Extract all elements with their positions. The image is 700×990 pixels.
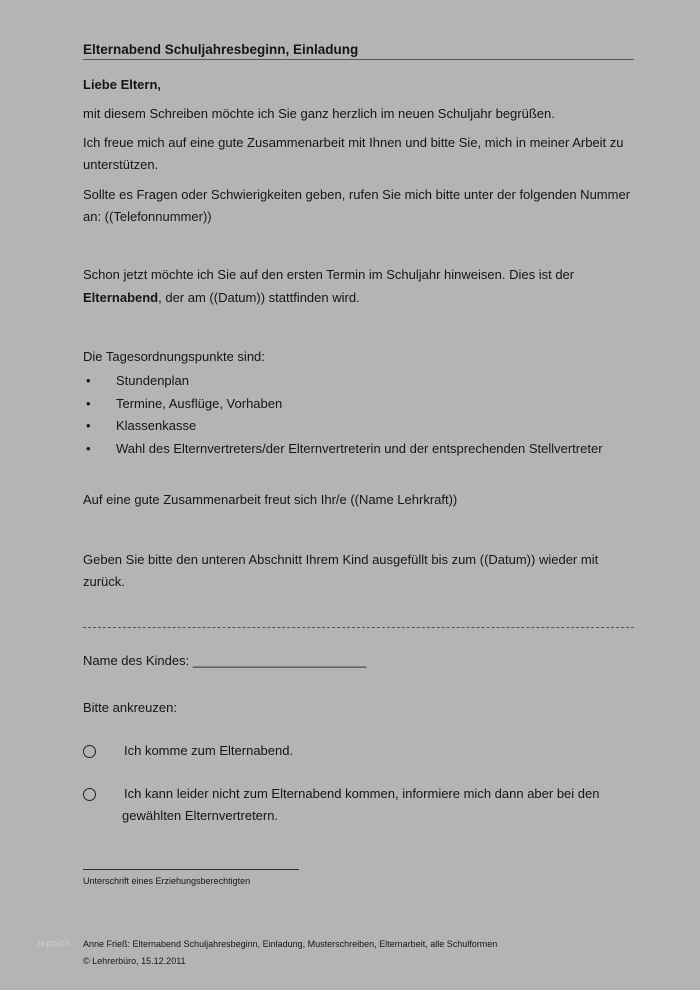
decline-option-label-line2: gewählten Elternvertretern. bbox=[122, 808, 279, 823]
bullet-icon: • bbox=[86, 441, 91, 456]
paragraph-phone-line2: an: ((Telefonnummer)) bbox=[83, 209, 212, 224]
return-instruction-line2: zurück. bbox=[83, 574, 125, 589]
decline-radio[interactable] bbox=[83, 788, 96, 801]
watermark: teppich bbox=[38, 938, 71, 948]
checkbox-instruction: Bitte ankreuzen: bbox=[83, 700, 177, 715]
greeting: Liebe Eltern, bbox=[83, 77, 162, 92]
footer-credit: Anne Frieß: Elternabend Schuljahresbeginn, Einladung, Musterschreiben, Elternarbeit, alle Schulformen bbox=[83, 939, 498, 949]
footer-copyright: © Lehrerbüro, 15.12.2011 bbox=[83, 956, 186, 966]
bullet-icon: • bbox=[86, 418, 91, 433]
return-instruction-line1: Geben Sie bitte den unteren Abschnitt Ihrem Kind ausgefüllt bis zum ((Datum)) wieder mit bbox=[83, 552, 599, 567]
agenda-item: Stundenplan bbox=[116, 373, 190, 388]
paragraph-cooperation-line2: unterstützen. bbox=[83, 157, 159, 172]
signature-line[interactable] bbox=[83, 869, 299, 870]
paragraph-phone-line1: Sollte es Fragen oder Schwierigkeiten geben, rufen Sie mich bitte unter der folgenden Nummer bbox=[83, 187, 631, 202]
agenda-item: Termine, Ausflüge, Vorhaben bbox=[116, 396, 283, 411]
agenda-item: Wahl des Elternvertreters/der Elternvertreterin und der entsprechenden Stellvertreter bbox=[116, 441, 603, 456]
signature-caption: Unterschrift eines Erziehungsberechtigten bbox=[83, 876, 251, 886]
cut-line bbox=[83, 627, 634, 628]
agenda-intro: Die Tagesordnungspunkte sind: bbox=[83, 349, 265, 364]
paragraph-event-line1: Schon jetzt möchte ich Sie auf den ersten Termin im Schuljahr hinweisen. Dies ist der bbox=[83, 267, 575, 282]
document-title: Elternabend Schuljahresbeginn, Einladung bbox=[83, 42, 634, 60]
attend-radio[interactable] bbox=[83, 745, 96, 758]
bullet-icon: • bbox=[86, 396, 91, 411]
paragraph-event-line2 bbox=[83, 287, 360, 309]
event-date-text: , der am ((Datum)) stattfinden wird. bbox=[158, 290, 360, 305]
agenda-item: Klassenkasse bbox=[116, 418, 197, 433]
closing-line: Auf eine gute Zusammenarbeit freut sich Ihr/e ((Name Lehrkraft)) bbox=[83, 492, 458, 507]
child-name-field[interactable]: Name des Kindes: ________________________ bbox=[83, 653, 367, 668]
paragraph-welcome: mit diesem Schreiben möchte ich Sie ganz herzlich im neuen Schuljahr begrüßen. bbox=[83, 106, 555, 121]
paragraph-cooperation-line1: Ich freue mich auf eine gute Zusammenarbeit mit Ihnen und bitte Sie, mich in meiner Arbeit zu bbox=[83, 135, 624, 150]
bullet-icon: • bbox=[86, 373, 91, 388]
decline-option-label-line1: Ich kann leider nicht zum Elternabend kommen, informiere mich dann aber bei den bbox=[124, 786, 600, 801]
event-name: Elternabend bbox=[83, 290, 159, 305]
attend-option-label: Ich komme zum Elternabend. bbox=[124, 743, 294, 758]
